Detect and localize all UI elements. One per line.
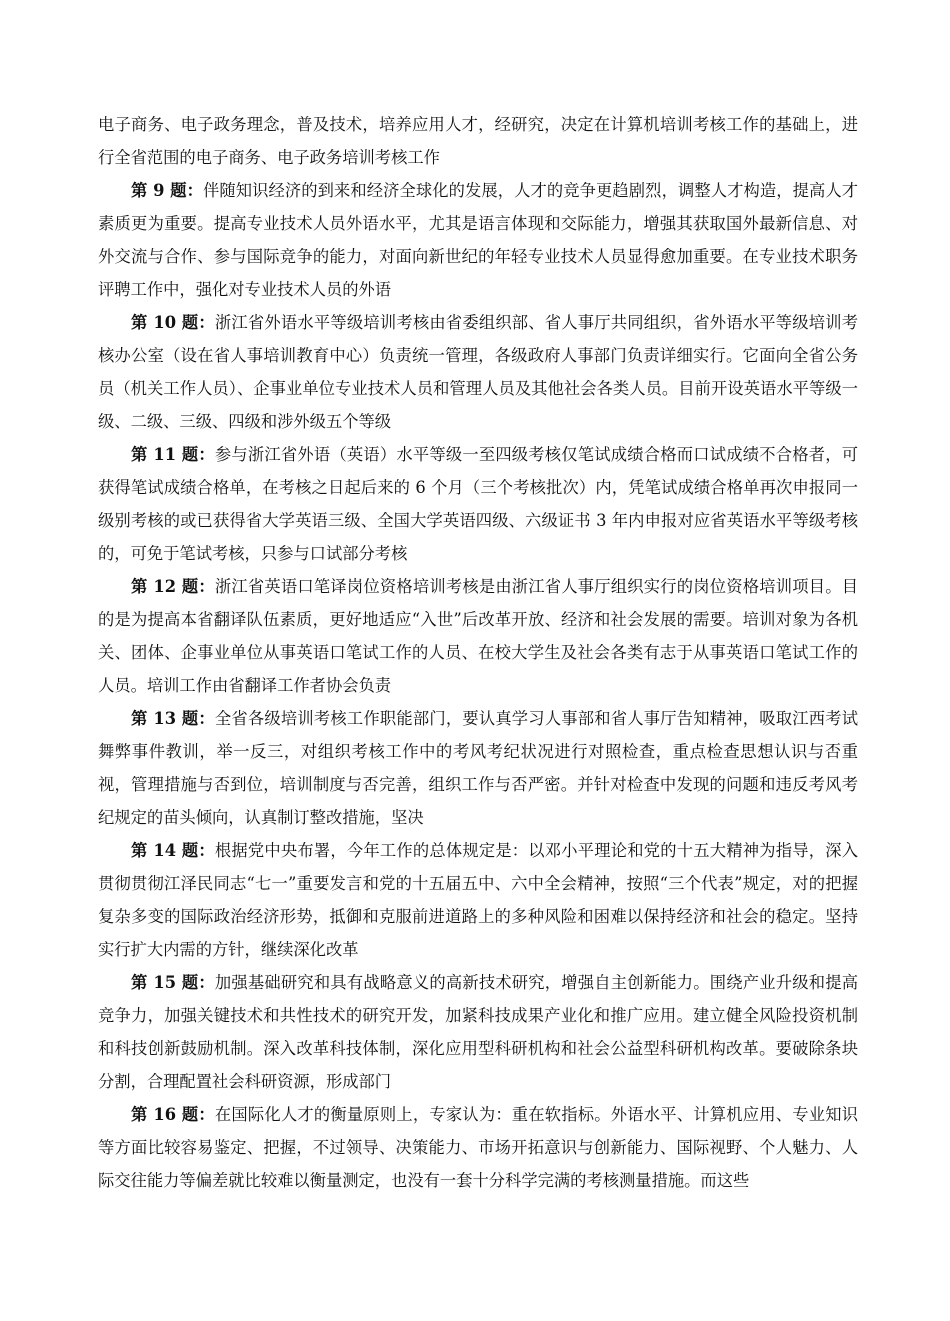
question-14 (98, 834, 858, 966)
question-13 (98, 702, 858, 834)
question-label: 第 9 题： (131, 181, 203, 200)
question-16 (98, 1098, 858, 1197)
question-text: 浙江省英语口笔译岗位资格培训考核是由浙江省人事厅组织实行的岗位资格培训项目。目的是为提高本省翻译队伍素质，更好地适应“入世”后改革开放、经济和社会发展的需要。培训对象为各机关、团体、企事业单位从事英语口笔试工作的人员、在校大学生及社会各类有志于从事英语口笔试工作的人员。培训工作由省翻译工作者协会负责 (98, 577, 858, 695)
continuation-paragraph: 电子商务、电子政务理念，普及技术，培养应用人才，经研究，决定在计算机培训考核工作的基础上，进行全省范围的电子商务、电子政务培训考核工作 (98, 115, 858, 167)
question-15 (98, 966, 858, 1098)
question-text: 浙江省外语水平等级培训考核由省委组织部、省人事厅共同组织，省外语水平等级培训考核办公室（设在省人事培训教育中心）负责统一管理，各级政府人事部门负责详细实行。它面向全省公务员（机关工作人员）、企事业单位专业技术人员和管理人员及其他社会各类人员。目前开设英语水平等级一级、二级、三级、四级和涉外级五个等级 (98, 313, 858, 431)
question-label: 第 12 题： (131, 577, 215, 596)
question-label: 第 13 题： (131, 709, 215, 728)
question-label: 第 14 题： (131, 841, 215, 860)
document-page (98, 108, 858, 1197)
question-9 (98, 174, 858, 306)
question-label: 第 10 题： (131, 313, 215, 332)
question-label: 第 11 题： (131, 445, 215, 464)
question-11 (98, 438, 858, 570)
question-text: 根据党中央布署，今年工作的总体规定是：以邓小平理论和党的十五大精神为指导，深入贯彻贯彻江泽民同志“七一”重要发言和党的十五届五中、六中全会精神，按照“三个代表”规定，对的把握复杂多变的国际政治经济形势，抵御和克服前进道路上的多种风险和困难以保持经济和社会的稳定。坚持实行扩大内需的方针，继续深化改革 (98, 841, 858, 959)
question-label: 第 15 题： (131, 973, 215, 992)
question-text: 加强基础研究和具有战略意义的高新技术研究，增强自主创新能力。围绕产业升级和提高竞争力，加强关键技术和共性技术的研究开发，加紧科技成果产业化和推广应用。建立健全风险投资机制和科技创新鼓励机制。深入改革科技体制，深化应用型科研机构和社会公益型科研机构改革。要破除条块分割，合理配置社会科研资源，形成部门 (98, 973, 858, 1091)
question-text: 伴随知识经济的到来和经济全球化的发展，人才的竞争更趋剧烈，调整人才构造，提高人才素质更为重要。提高专业技术人员外语水平，尤其是语言体现和交际能力，增强其获取国外最新信息、对外交流与合作、参与国际竞争的能力，对面向新世纪的年轻专业技术人员显得愈加重要。在专业技术职务评聘工作中，强化对专业技术人员的外语 (98, 181, 858, 299)
question-text: 参与浙江省外语（英语）水平等级一至四级考核仅笔试成绩合格而口试成绩不合格者，可获得笔试成绩合格单，在考核之日起后来的 6 个月（三个考核批次）内，凭笔试成绩合格单再次申报同一级别考核的或已获得省大学英语三级、全国大学英语四级、六级证书 3 年内申报对应省英语水平等级考核的，可免于笔试考核，只参与口试部分考核 (98, 445, 858, 563)
question-text: 全省各级培训考核工作职能部门，要认真学习人事部和省人事厅告知精神，吸取江西考试舞弊事件教训，举一反三，对组织考核工作中的考风考纪状况进行对照检查，重点检查思想认识与否重视，管理措施与否到位，培训制度与否完善，组织工作与否严密。并针对检查中发现的问题和违反考风考纪规定的苗头倾向，认真制订整改措施，坚决 (98, 709, 858, 827)
question-label: 第 16 题： (131, 1105, 215, 1124)
question-12 (98, 570, 858, 702)
question-10 (98, 306, 858, 438)
question-text: 在国际化人才的衡量原则上，专家认为：重在软指标。外语水平、计算机应用、专业知识等方面比较容易鉴定、把握，不过领导、决策能力、市场开拓意识与创新能力、国际视野、个人魅力、人际交往能力等偏差就比较难以衡量测定，也没有一套十分科学完满的考核测量措施。而这些 (98, 1105, 858, 1190)
